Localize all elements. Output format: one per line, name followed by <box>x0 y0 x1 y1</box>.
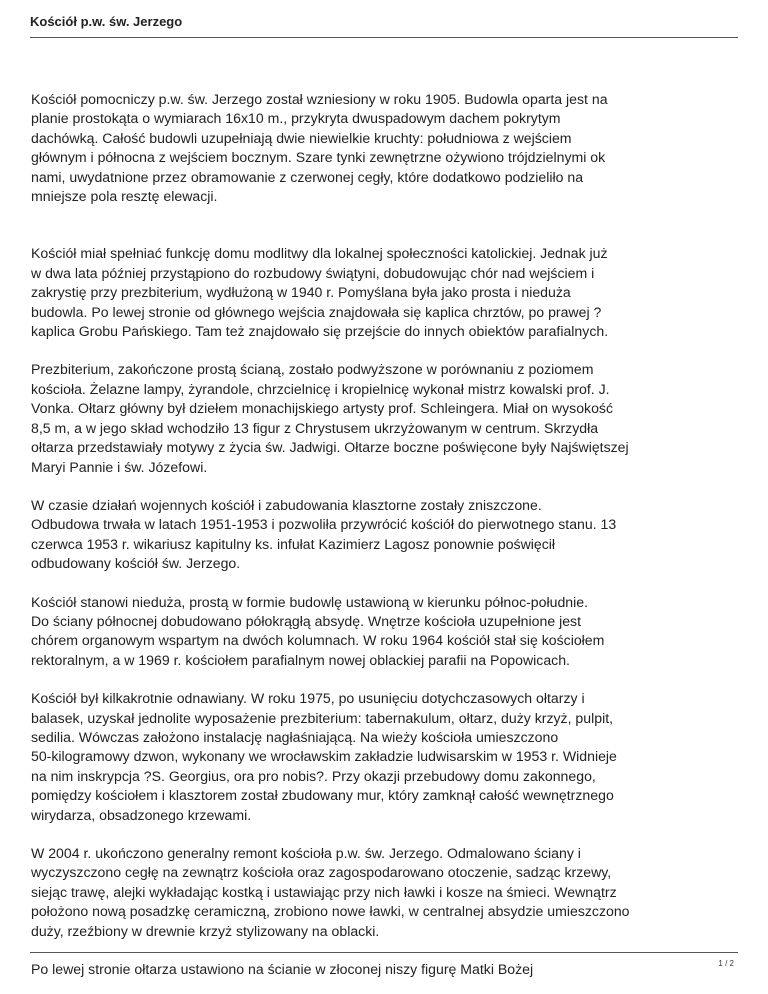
paragraph-6: Kościół był kilkakrotnie odnawiany. W roku 1975, po usunięciu dotychczasowych ołtarzy i balasek, uzyskał jednolite wyposażenie prezbiterium: tabernakulum, ołtarz, duży krzyż, pulpit, sedilia. Wówczas założono instalację nagłaśniającą. Na wieży kościoła umieszczono 50-kilogramowy dzwon, wykonany we wrocławskim zakładzie ludwisarskim w 1953 r. Widnieje na nim inskrypcja ?S. Georgius, ora pro nobis?. Przy okazji przebudowy domu zakonnego, pomiędzy kościołem i klasztorem został zbudowany mur, który zamknął całość wewnętrznego wirydarza, obsadzonego krzewami. <box>31 690 617 823</box>
paragraph-5: Kościół stanowi nieduża, prostą w formie budowlę ustawioną w kierunku północ-południe. Do ściany północnej dobudowano półokrągłą absydę. Wnętrze kościoła uzupełnione jest chórem organowym wspartym na dwóch kolumnach. W roku 1964 kościół stał się kościołem rektoralnym, a w 1969 r. kościołem parafialnym nowej oblackiej parafii na Popowicach. <box>31 593 605 668</box>
page-header <box>30 13 738 38</box>
article-body <box>31 90 731 979</box>
page-number: 1 / 2 <box>718 959 734 968</box>
paragraph-7: W 2004 r. ukończono generalny remont kościoła p.w. św. Jerzego. Odmalowano ściany i wyczyszczono cegłę na zewnątrz kościoła oraz zagospodarowano otoczenie, sadząc krzewy, siejąc trawę, alejki wykładając kostką i ustawiając przy nich ławki i kosze na śmieci. Wewnątrz położono nową posadzkę ceramiczną, zrobiono nowe ławki, w centralnej absydzie umieszczono duży, rzeźbiony w drewnie krzyż stylizowany na oblacki. <box>31 845 630 939</box>
paragraph-2: Kościół miał spełniać funkcję domu modlitwy dla lokalnej społeczności katolickiej. Jednak już w dwa lata później przystąpiono do rozbudowy świątyni, dobudowując chór nad wejściem i zakrystię przy prezbiterium, wydłużoną w 1940 r. Pomyślana była jako prosta i nieduża budowla. Po lewej stronie od głównego wejścia znajdowała się kaplica chrztów, po prawej ? kaplica Grobu Pańskiego. Tam też znajdowało się przejście do innych obiektów parafialnych. <box>31 245 609 340</box>
paragraph-1: Kościół pomocniczy p.w. św. Jerzego został wzniesiony w roku 1905. Budowla oparta jest na planie prostokąta o wymiarach 16x10 m., przykryta dwuspadowym dachem pokrytym dachówką. Całość budowli uzupełniają dwie niewielkie kruchty: południowa z wejściem głównym i północna z wejściem bocznym. Szare tynki zewnętrzne ożywiono trójdzielnymi ok nami, uwydatnione przez obramowanie z czerwonej cegły, które dodatkowo podzieliło na mniejsze pola resztę elewacji. <box>31 91 608 205</box>
paragraph-8: Po lewej stronie ołtarza ustawiono na ścianie w złoconej niszy figurę Matki Bożej <box>31 961 534 978</box>
paragraph-4: W czasie działań wojennych kościół i zabudowania klasztorne zostały zniszczone. Odbudowa trwała w latach 1951-1953 i pozwoliła przywrócić kościół do pierwotnego stanu. 13 czerwca 1953 r. wikariusz kapitulny ks. infułat Kazimierz Lagosz ponownie poświęcił odbudowany kościół św. Jerzego. <box>31 496 617 572</box>
paragraph-3: Prezbiterium, zakończone prostą ścianą, zostało podwyższone w porównaniu z poziomem kościoła. Żelazne lampy, żyrandole, chrzcielnicę i kropielnicę wykonał mistrz kowalski prof. J. Vonka. Ołtarz główny był dziełem monachijskiego artysty prof. Schleingera. Miał on wysokość 8,5 m, a w jego skład wchodziło 13 figur z Chrystusem ukrzyżowanym w centrum. Skrzydła ołtarza przedstawiały motywy z życia św. Jadwigi. Ołtarze boczne poświęcone były Najświętszej Maryi Pannie i św. Józefowi. <box>31 361 629 475</box>
page-footer <box>30 952 738 968</box>
page-title: Kościół p.w. św. Jerzego <box>30 14 183 29</box>
